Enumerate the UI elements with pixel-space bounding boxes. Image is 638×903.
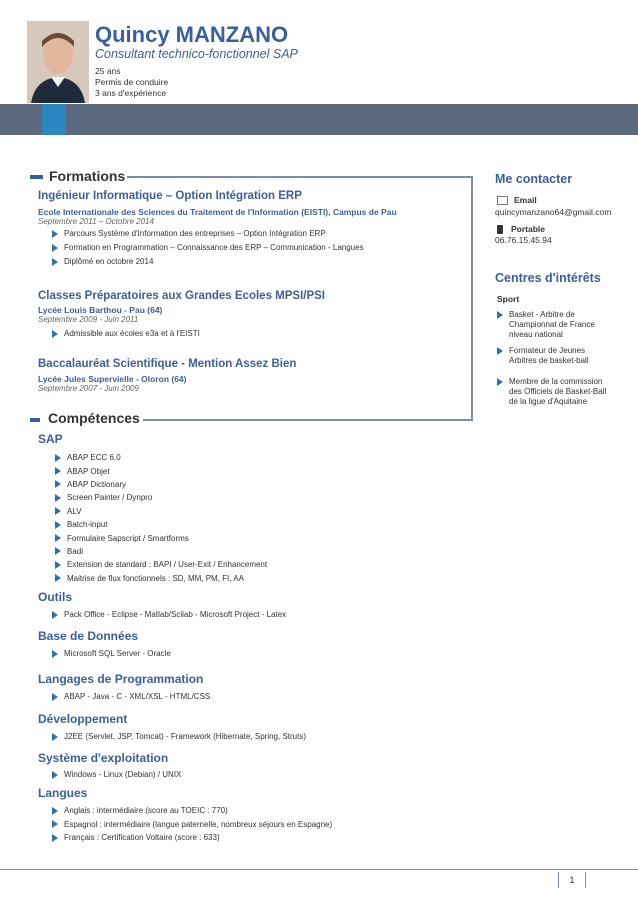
list-item: Membre de la commission des Officiels de Basket-Ball de la ligue d'Aquitaine <box>497 377 606 407</box>
formation-title: Classes Préparatoires aux Grandes Ecoles MPSI/PSI <box>38 290 326 302</box>
bullet-triangle-icon <box>55 507 61 515</box>
formations-heading: Formations <box>49 168 126 184</box>
list-item: ABAP - Java - C - XML/XSL - HTML/CSS <box>52 692 210 701</box>
bullet-triangle-icon <box>52 820 58 828</box>
bullet-triangle-icon <box>55 561 61 569</box>
list-item: Français : Certification Voltaire (score : 633) <box>52 831 332 845</box>
skill-category-title: SAP <box>38 432 63 446</box>
competences-heading: Compétences <box>48 410 140 426</box>
list-item: Microsoft SQL Server - Oracle <box>52 649 171 658</box>
phone-number[interactable]: 06.76.15.45.94 <box>495 235 552 245</box>
list-item: Batch-input <box>55 518 267 531</box>
language-list <box>52 804 332 845</box>
bullet-triangle-icon <box>52 244 58 252</box>
formation-school: Ecole Internationale des Sciences du Traitement de l'Information (EISTI), Campus de Pau <box>38 207 397 217</box>
skill-category-title: Outils <box>38 590 73 604</box>
competences-dash <box>30 418 40 422</box>
bullet-triangle-icon <box>497 378 503 386</box>
list-item: ABAP Objet <box>55 464 267 477</box>
skill-category-title: Système d'exploitation <box>38 751 169 765</box>
meta-experience: 3 ans d'expérience <box>95 88 167 98</box>
bullet-triangle-icon <box>52 611 58 619</box>
page-number: 1 <box>558 872 586 888</box>
list-item: Basket - Arbitre de Championnat de France niveau national <box>497 310 595 340</box>
interests-heading: Centres d'intérêts <box>495 271 601 285</box>
list-item: Screen Painter / Dynpro <box>55 491 267 504</box>
bullet-triangle-icon <box>52 807 58 815</box>
list-item: Formateur de Jeunes Arbitres de basket-ball <box>497 346 589 366</box>
bullet-triangle-icon <box>52 771 58 779</box>
skill-category-title: Développement <box>38 712 128 726</box>
formation-school: Lycée Louis Barthou - Pau (64) <box>38 305 163 315</box>
interests-subtitle: Sport <box>497 294 520 304</box>
envelope-icon <box>497 196 508 205</box>
bullet-triangle-icon <box>55 547 61 555</box>
formation-title: Ingénieur Informatique – Option Intégration ERP <box>38 190 302 202</box>
footer-rule <box>0 869 638 870</box>
bullet-triangle-icon <box>52 834 58 842</box>
candidate-name: Quincy MANZANO <box>95 22 289 47</box>
bullet-triangle-icon <box>52 230 58 238</box>
bullet-triangle-icon <box>55 454 61 462</box>
list-item: ALV <box>55 505 267 518</box>
bullet-triangle-icon <box>497 311 503 319</box>
list-item: Windows - Linux (Debian) / UNIX <box>52 770 181 779</box>
skill-category-title: Base de Données <box>38 629 139 643</box>
meta-license: Permis de conduire <box>95 77 169 87</box>
formation-dates: Septembre 2011 – Octobre 2014 <box>38 217 154 226</box>
header-band <box>0 104 638 135</box>
candidate-meta <box>95 66 168 99</box>
phone-label: Portable <box>497 224 545 234</box>
formation-bullet: Admissible aux écoles e3a et à l'EISTI <box>52 329 200 338</box>
formation-bullet: Parcours Système d'Information des entreprises – Option Intégration ERP <box>52 229 326 238</box>
formation-dates: Septembre 2009 - Juin 2011 <box>38 315 139 324</box>
bullet-triangle-icon <box>55 521 61 529</box>
bullet-triangle-icon <box>55 574 61 582</box>
list-item: Extension de standard : BAPI / User-Exit / Enhancement <box>55 558 267 571</box>
phone-icon <box>497 225 503 234</box>
list-item: Anglais : intermédiaire (score au TOEIC : 770) <box>52 804 332 818</box>
bullet-triangle-icon <box>497 347 503 355</box>
bullet-triangle-icon <box>52 693 58 701</box>
bullet-triangle-icon <box>55 480 61 488</box>
formation-bullet: Diplômé en octobre 2014 <box>52 257 153 266</box>
bullet-triangle-icon <box>55 534 61 542</box>
formation-bullet: Formation en Programmation – Connaissance des ERP – Communication - Langues <box>52 243 364 252</box>
bullet-triangle-icon <box>52 258 58 266</box>
list-item: Espagnol : intermédiaire (langue paternelle, nombreux séjours en Espagne) <box>52 818 332 832</box>
skill-category-title: Langues <box>38 786 88 800</box>
list-item: Formulaire Sapscript / Smartforms <box>55 531 267 544</box>
formation-dates: Septembre 2007 - Juin 2009 <box>38 384 139 393</box>
list-item: Pack Office - Eclipse - Matlab/Scilab - Microsoft Project - Latex <box>52 610 286 619</box>
list-item: ABAP Dictionary <box>55 478 267 491</box>
bullet-triangle-icon <box>52 733 58 741</box>
formations-dash <box>30 175 43 179</box>
email-label: Email <box>497 195 537 205</box>
list-item: Maitrise de flux fonctionnels : SD, MM, PM, FI, AA <box>55 572 267 585</box>
header-band-accent <box>42 104 66 135</box>
candidate-title: Consultant technico-fonctionnel SAP <box>95 47 298 61</box>
competences-rule <box>143 419 473 421</box>
bullet-triangle-icon <box>55 467 61 475</box>
skill-category-title: Langages de Programmation <box>38 672 204 686</box>
email-link[interactable]: quincymanzano64@gmail.com <box>495 207 612 217</box>
bullet-triangle-icon <box>52 650 58 658</box>
meta-age: 25 ans <box>95 66 121 76</box>
formation-title: Baccalauréat Scientifique - Mention Assez Bien <box>38 358 297 370</box>
profile-photo <box>27 21 89 103</box>
sap-skill-list <box>55 451 267 585</box>
bullet-triangle-icon <box>52 330 58 338</box>
contact-heading: Me contacter <box>495 172 573 186</box>
formations-rule <box>127 176 473 178</box>
list-item: ABAP ECC 6.0 <box>55 451 267 464</box>
list-item: J2EE (Servlet, JSP, Tomcat) - Framework (Hibernate, Spring, Struts) <box>52 732 306 741</box>
list-item: Badi <box>55 545 267 558</box>
bullet-triangle-icon <box>55 494 61 502</box>
formations-rule-right <box>471 176 473 420</box>
formation-school: Lycée Jules Supervielle - Oloron (64) <box>38 374 187 384</box>
